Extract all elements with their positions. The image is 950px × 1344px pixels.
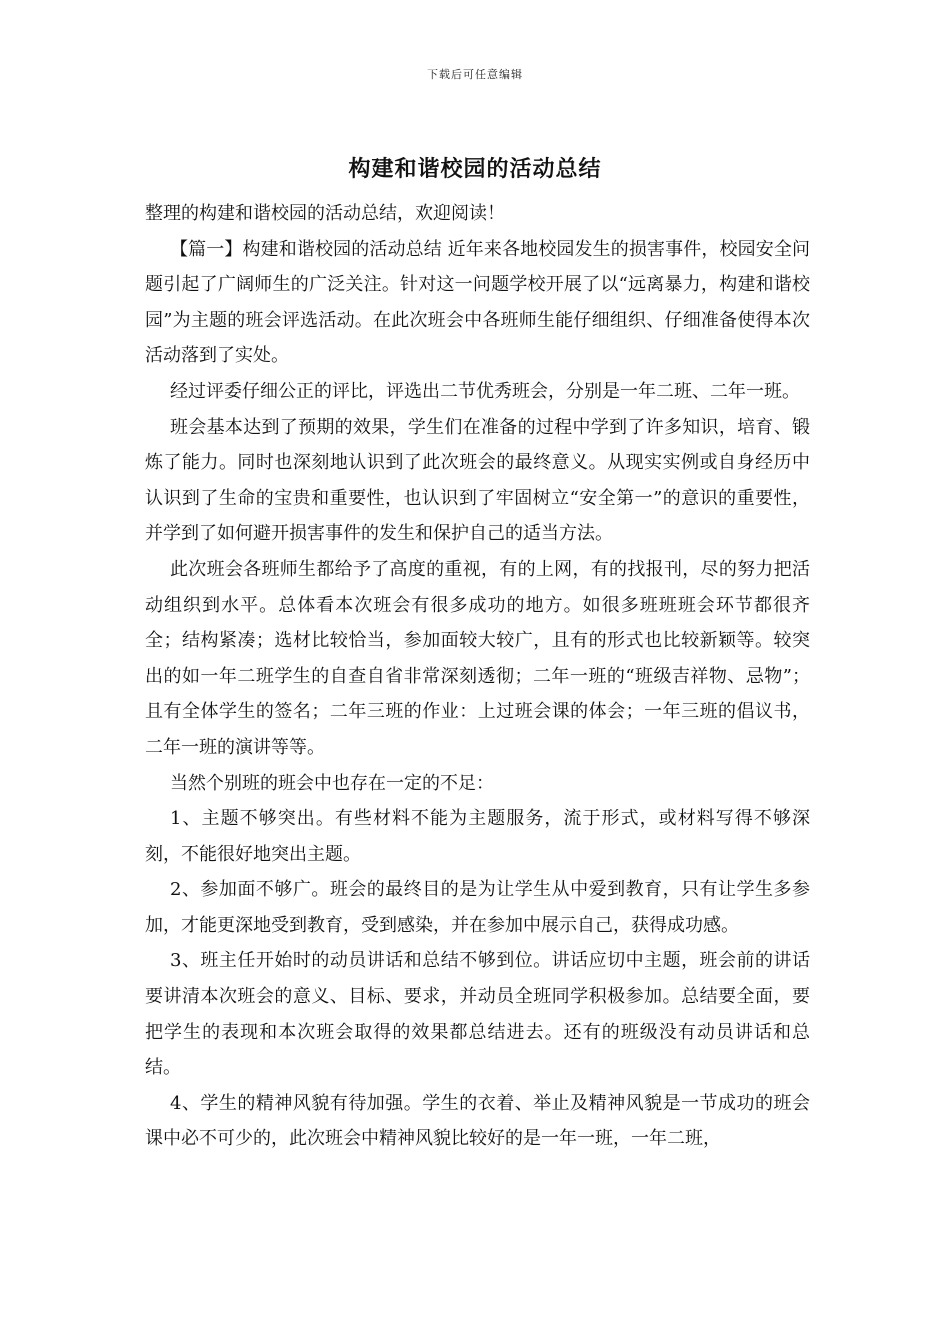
paragraph: 班会基本达到了预期的效果，学生们在准备的过程中学到了许多知识，培育、锻炼了能力。同时也深刻地认识到了此次班会的最终意义。从现实实例或自身经历中认识到了生命的宝贵和重要性，也认识到了牢固树立“安全第一”的意识的重要性，并学到了如何避开损害事件的发生和保护自己的适当方法。 <box>145 416 810 545</box>
header-note: 下载后可任意编辑 <box>427 68 523 81</box>
paragraph: 经过评委仔细公正的评比，评选出二节优秀班会，分别是一年二班、二年一班。 <box>170 380 800 402</box>
paragraph-intro: 整理的构建和谐校园的活动总结，欢迎阅读！ <box>145 203 505 224</box>
list-item: 3、班主任开始时的动员讲话和总结不够到位。讲话应切中主题，班会前的讲话要讲清本次班会的意义、目标、要求，并动员全班同学积极参加。总结要全面，要把学生的表现和本次班会取得的效果都总结进去。还有的班级没有动员讲话和总结。 <box>145 950 810 1079</box>
list-item: 4、学生的精神风貌有待加强。学生的衣着、举止及精神风貌是一节成功的班会课中必不可少的，此次班会中精神风貌比较好的是一年一班，一年二班， <box>145 1092 810 1150</box>
document-title: 构建和谐校园的活动总结 <box>348 156 602 182</box>
list-item: 2、参加面不够广。班会的最终目的是为让学生从中爱到教育，只有让学生多参加，才能更深地受到教育，受到感染，并在参加中展示自己，获得成功感。 <box>145 879 810 936</box>
list-item: 1、主题不够突出。有些材料不能为主题服务，流于形式，或材料写得不够深刻，不能很好地突出主题。 <box>145 808 810 865</box>
paragraph: 【篇一】构建和谐校园的活动总结 近年来各地校园发生的损害事件，校园安全问题引起了广阔师生的广泛关注。针对这一问题学校开展了以“远离暴力，构建和谐校园”为主题的班会评选活动。在此次班会中各班师生能仔细组织、仔细准备使得本次活动落到了实处。 <box>145 238 810 367</box>
paragraph: 此次班会各班师生都给予了高度的重视，有的上网，有的找报刊，尽的努力把活动组织到水平。总体看本次班会有很多成功的地方。如很多班班班会环节都很齐全；结构紧凑；选材比较恰当，参加面较大较广，且有的形式也比较新颖等。较突出的如一年二班学生的自查自省非常深刻透彻；二年一班的“班级吉祥物、忌物”；且有全体学生的签名；二年三班的作业：上过班会课的体会；一年三班的倡议书，二年一班的演讲等等。 <box>145 558 810 758</box>
paragraph: 当然个别班的班会中也存在一定的不足： <box>170 772 494 794</box>
document-body <box>145 196 810 1157</box>
